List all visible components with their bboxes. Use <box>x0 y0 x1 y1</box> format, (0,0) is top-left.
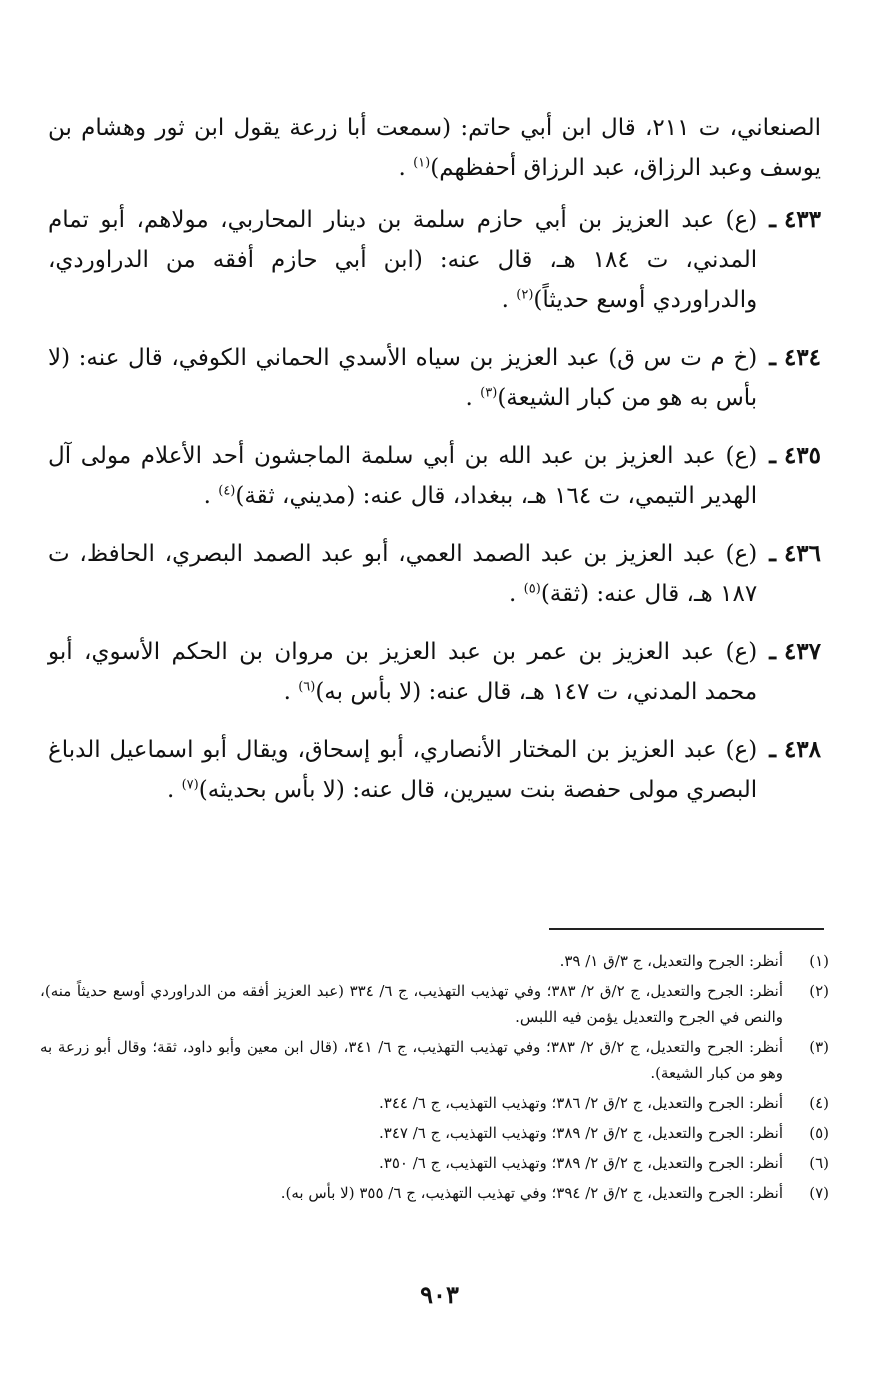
entry-text: (ع) عبد العزيز بن عبد الصمد العمي، أبو عبد الصمد البصري، الحافظ، ت ١٨٧ هـ، قال عنه: (ثقة)$^{(٥)}$ . <box>48 541 758 607</box>
footnote-number: (٢) <box>809 982 829 1000</box>
entry-text: (ع) عبد العزيز بن عبد الله بن أبي سلمة الماجشون أحد الأعلام مولى آل الهدير التيمي، ت ١٦٤ هـ، ببغداد، قال عنه: (مديني، ثقة)$^{(٤)}$ . <box>48 443 758 509</box>
entry-437 <box>48 632 821 712</box>
footnote-ref: (٧) <box>181 777 199 793</box>
footnote-number: (٤) <box>809 1094 829 1112</box>
entry-number: ٤٣٤ ـ <box>769 344 821 371</box>
footnote-4 <box>40 1090 829 1116</box>
footnote-ref: (٥) <box>523 581 541 597</box>
footnote-ref: (٤) <box>218 483 236 499</box>
footnote-5 <box>40 1120 829 1146</box>
footnote-ref: (١) <box>413 155 431 171</box>
footnote-separator <box>549 928 824 930</box>
footnote-number: (٧) <box>809 1184 829 1202</box>
footnote-text: أنظر: الجرح والتعديل، ج ٢/ق ٢/ ٣٨٩؛ وتهذيب التهذيب، ج ٦/ ٣٤٧. <box>379 1124 783 1142</box>
page-number: ٩٠٣ <box>420 1280 459 1309</box>
entry-number: ٤٣٨ ـ <box>769 736 821 763</box>
footnote-7 <box>40 1180 829 1206</box>
entry-text: (خ م ت س ق) عبد العزيز بن سياه الأسدي الحماني الكوفي، قال عنه: (لا بأس به هو من كبار الشيعة)$^{(٣)}$ . <box>48 345 758 411</box>
entry-438 <box>48 730 821 810</box>
footnote-text: أنظر: الجرح والتعديل، ج ٢/ق ٢/ ٣٩٤؛ وفي تهذيب التهذيب، ج ٦/ ٣٥٥ (لا بأس به). <box>280 1184 783 1202</box>
entry-text: (ع) عبد العزيز بن عمر بن عبد العزيز بن مروان بن الحكم الأسوي، أبو محمد المدني، ت ١٤٧ هـ، قال عنه: (لا بأس به)$^{(٦)}$ . <box>48 639 758 705</box>
footnote-text: أنظر: الجرح والتعديل، ج ٢/ق ٢/ ٣٨٣؛ وفي تهذيب التهذيب، ج ٦/ ٣٣٤ (عبد العزيز أفقه من الدراوردي أوسع حديثاً منه)، والنص في الجرح والتعديل يؤمن فيه اللبس. <box>40 982 784 1026</box>
footnote-ref: (٣) <box>480 385 498 401</box>
footnote-3 <box>40 1034 829 1086</box>
entry-436 <box>48 534 821 614</box>
footnote-number: (٦) <box>809 1154 829 1172</box>
entry-number: ٤٣٥ ـ <box>769 442 821 469</box>
footnote-number: (٥) <box>809 1124 829 1142</box>
footnote-text: أنظر: الجرح والتعديل، ج ٢/ق ٢/ ٣٨٦؛ وتهذيب التهذيب، ج ٦/ ٣٤٤. <box>379 1094 783 1112</box>
footnote-text: أنظر: الجرح والتعديل، ج ٢/ق ٢/ ٣٨٩؛ وتهذيب التهذيب، ج ٦/ ٣٥٠. <box>379 1154 783 1172</box>
entry-number: ٤٣٣ ـ <box>769 206 821 233</box>
continuation-text: الصنعاني، ت ٢١١، قال ابن أبي حاتم: (سمعت أبا زرعة يقول ابن ثور وهشام بن يوسف وعبد الرزاق، عبد الرزاق أحفظهم) <box>48 115 821 181</box>
continuation-paragraph: الصنعاني، ت ٢١١، قال ابن أبي حاتم: (سمعت أبا زرعة يقول ابن ثور وهشام بن يوسف وعبد الرزاق، عبد الرزاق أحفظهم)$^{(١)}$ . <box>48 115 821 181</box>
entry-number: ٤٣٦ ـ <box>769 540 821 567</box>
footnote-ref: (٢) <box>516 287 534 303</box>
main-text <box>48 108 821 828</box>
entry-433 <box>48 200 821 320</box>
entry-number: ٤٣٧ ـ <box>769 638 821 665</box>
footnote-text: أنظر: الجرح والتعديل، ج ٣/ق ١/ ٣٩. <box>559 952 783 970</box>
footnotes <box>40 948 829 1210</box>
footnote-number: (١) <box>809 952 829 970</box>
entry-435 <box>48 436 821 516</box>
entry-434 <box>48 338 821 418</box>
footnote-6 <box>40 1150 829 1176</box>
entry-text: (ع) عبد العزيز بن أبي حازم سلمة بن دينار المحاربي، مولاهم، أبو تمام المدني، ت ١٨٤ هـ، قال عنه: (ابن أبي حازم أفقه من الدراوردي، والدراوردي أوسع حديثاً)$^{(٢)}$ . <box>48 207 758 313</box>
footnote-text: أنظر: الجرح والتعديل، ج ٢/ق ٢/ ٣٨٣؛ وفي تهذيب التهذيب، ج ٦/ ٣٤١، (قال ابن معين وأبو داود، ثقة؛ وقال أبو زرعة به وهو من كبار الشيعة). <box>40 1038 784 1082</box>
footnote-number: (٣) <box>809 1038 829 1056</box>
entry-text: (ع) عبد العزيز بن المختار الأنصاري، أبو إسحاق، ويقال أبو اسماعيل الدباغ البصري مولى حفصة بنت سيرين، قال عنه: (لا بأس بحديثه)$^{(٧)}$ . <box>48 737 758 803</box>
footnote-ref: (٦) <box>298 679 316 695</box>
footnote-1 <box>40 948 829 974</box>
footnote-2 <box>40 978 829 1030</box>
